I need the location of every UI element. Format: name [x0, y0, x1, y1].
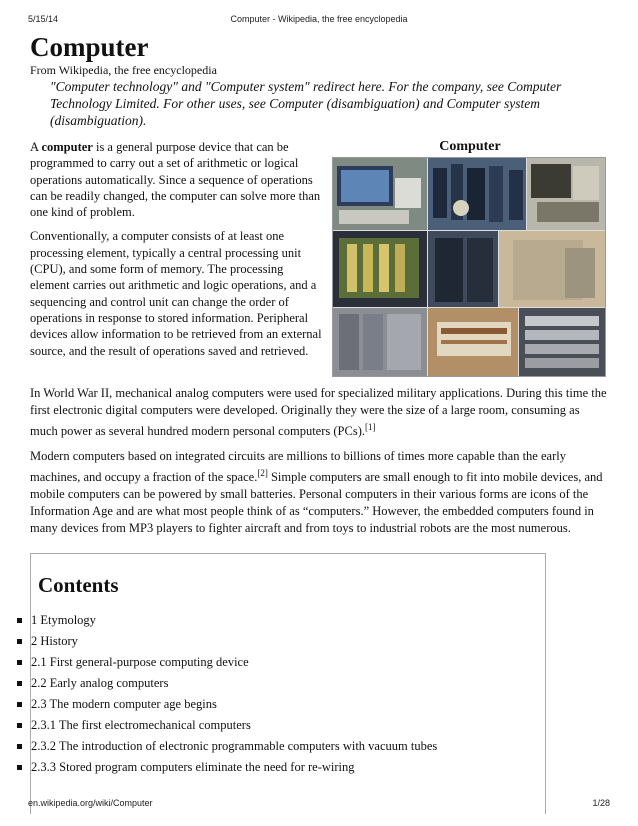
bullet-icon [17, 639, 22, 644]
citation-1[interactable]: [1] [364, 422, 376, 432]
toc-item-label[interactable]: 2 History [31, 634, 78, 648]
toc-level-1 [31, 610, 545, 778]
toc-item-electromechanical[interactable] [31, 715, 545, 736]
print-footer [28, 798, 610, 810]
toc-item-label[interactable]: 2.3 The modern computer age begins [31, 697, 217, 711]
toc-item-stored-program[interactable] [31, 757, 545, 778]
print-page-title: Computer - Wikipedia, the free encyclopedia [230, 14, 408, 24]
infobox-title: Computer [439, 139, 501, 154]
paragraph-4-text-b: Simple computers are small enough to fit into mobile devices, and mobile computers can be powered by small batteries. Personal computers in their various forms are icons of the Information Age and are what most people think of as “computers.” However, the embedded computers found in many devices from MP3 players to fighter aircraft and from toys to industrial robots are the most numerous. [30, 470, 603, 536]
bullet-icon [17, 660, 22, 665]
article-body [30, 30, 608, 537]
paragraph-4-text-a: Modern computers based on integrated circuits are millions to billions of times more capable than the early machines, and occupy a fraction of the space. [30, 449, 566, 485]
toc-item-modern-age[interactable] [31, 694, 545, 778]
intro-paragraph-1 [30, 139, 322, 220]
infobox [332, 139, 608, 377]
table-of-contents [30, 553, 546, 814]
bullet-icon [17, 618, 22, 623]
toc-item-first-general-purpose[interactable] [31, 652, 545, 673]
term-bold[interactable]: computer [41, 140, 93, 154]
citation-2[interactable]: [2] [257, 468, 268, 479]
toc-item-label[interactable]: 1 Etymology [31, 613, 96, 627]
bullet-icon [17, 702, 22, 707]
collage-image [333, 158, 605, 376]
toc-item-etymology[interactable] [31, 610, 545, 631]
intro-p1-rest: is a general purpose device that can be programmed to carry out a set of arithmetic or logical operations automatically. Since a sequence of operations can be readily changed, the computer can solve more than one kind of problem. [30, 140, 321, 220]
toc-item-label[interactable]: 2.3.3 Stored program computers eliminate the need for re-wiring [31, 760, 355, 774]
intro-text [30, 139, 322, 367]
toc-item-early-analog[interactable] [31, 673, 545, 694]
print-page-number: 1/28 [592, 798, 610, 808]
intro-p1-lead: A [30, 140, 42, 154]
intro-paragraph-2: Conventionally, a computer consists of at least one processing element, typically a central processing unit (CPU), and some form of memory. The processing element carries out arithmetic and logic operations, and a sequencing and control unit can change the order of operations in response to stored information. Peripheral devices allow information to be retrieved from an external source, and the result of operations saved and retrieved. [30, 229, 322, 358]
toc-item-label[interactable]: 2.1 First general-purpose computing device [31, 655, 249, 669]
toc-level-2 [31, 652, 545, 778]
article-subtitle: From Wikipedia, the free encyclopedia [30, 63, 217, 77]
toc-item-label[interactable]: 2.3.1 The first electromechanical computers [31, 718, 251, 732]
intro-section [30, 139, 608, 377]
page-title: Computer [30, 32, 149, 62]
toc-item-history[interactable] [31, 631, 545, 778]
toc-title: Contents [38, 573, 119, 597]
bullet-icon [17, 723, 22, 728]
paragraph-3 [30, 385, 608, 440]
print-url: en.wikipedia.org/wiki/Computer [28, 798, 153, 808]
print-date: 5/15/14 [28, 14, 59, 24]
bullet-icon [17, 744, 22, 749]
print-header [28, 14, 610, 28]
bullet-icon [17, 681, 22, 686]
toc-item-vacuum-tubes[interactable] [31, 736, 545, 757]
paragraph-4 [30, 448, 608, 537]
paragraph-3-text: In World War II, mechanical analog computers were used for specialized military applications. During this time the first electronic digital computers were developed. Originally they were the size of a large room, consuming as much power as several hundred modern personal computers (PCs). [30, 386, 607, 439]
hatnote: "Computer technology" and "Computer system" redirect here. For the company, see Computer Technology Limited. For other uses, see Computer (disambiguation) and Computer system (disambiguation). [50, 79, 562, 128]
bullet-icon [17, 765, 22, 770]
toc-item-label[interactable]: 2.2 Early analog computers [31, 676, 169, 690]
toc-level-3 [31, 715, 545, 778]
infobox-image-collage[interactable] [332, 157, 606, 377]
toc-item-label[interactable]: 2.3.2 The introduction of electronic programmable computers with vacuum tubes [31, 739, 438, 753]
